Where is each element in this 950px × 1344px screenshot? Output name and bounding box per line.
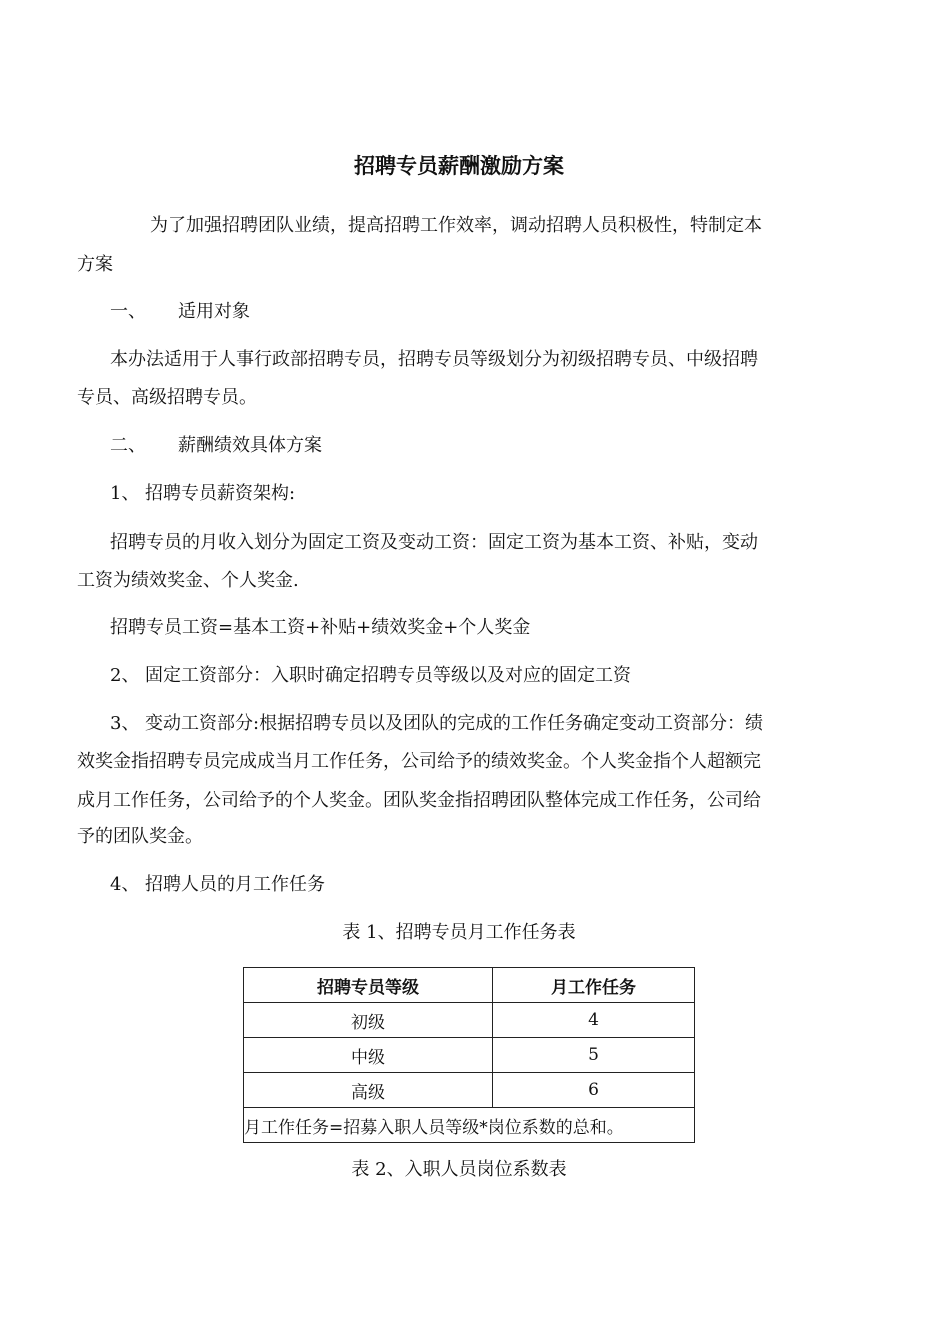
table-header-task: 月工作任务 [493, 968, 695, 1003]
item-3-line-4: 予的团队奖金。 [77, 826, 203, 847]
section-1-body-line-1: 本办法适用于人事行政部招聘专员，招聘专员等级划分为初级招聘专员、中级招聘 [110, 349, 758, 370]
section-1-heading: 适用对象 [178, 301, 250, 322]
table-header-level: 招聘专员等级 [244, 968, 493, 1003]
salary-formula: 招聘专员工资=基本工资+补贴+绩效奖金+个人奖金 [110, 617, 531, 638]
item-1-number: 1、 [110, 483, 140, 504]
table-cell-task: 6 [493, 1073, 695, 1108]
table-row [244, 1038, 695, 1073]
intro-line-1: 为了加强招聘团队业绩，提高招聘工作效率，调动招聘人员积极性，特制定本 [150, 215, 762, 236]
section-2-heading: 薪酬绩效具体方案 [178, 435, 322, 456]
table-cell-task: 5 [493, 1038, 695, 1073]
item-4-number: 4、 [110, 874, 140, 895]
table-header-row [244, 968, 695, 1003]
task-table [243, 967, 695, 1143]
item-3-number: 3、 [110, 713, 140, 734]
item-1-text: 招聘专员薪资架构: [145, 483, 296, 504]
intro-line-2: 方案 [77, 254, 113, 275]
table-2-caption: 表 2、入职人员岗位系数表 [351, 1159, 567, 1180]
table-1-caption: 表 1、招聘专员月工作任务表 [342, 922, 576, 943]
table-row [244, 1003, 695, 1038]
item-4-text: 招聘人员的月工作任务 [145, 874, 325, 895]
item-3-line-2: 效奖金指招聘专员完成成当月工作任务，公司给予的绩效奖金。个人奖金指个人超额完 [77, 751, 761, 772]
page-title: 招聘专员薪酬激励方案 [354, 154, 564, 178]
table-cell-level: 高级 [244, 1073, 493, 1108]
item-3-line-1: 变动工资部分:根据招聘专员以及团队的完成的工作任务确定变动工资部分：绩 [145, 713, 764, 734]
section-1-number: 一、 [110, 301, 146, 322]
table-row [244, 1073, 695, 1108]
item-2-text: 固定工资部分：入职时确定招聘专员等级以及对应的固定工资 [145, 665, 631, 686]
table-cell-task: 4 [493, 1003, 695, 1038]
section-2-number: 二、 [110, 435, 146, 456]
section-1-body-line-2: 专员、高级招聘专员。 [77, 387, 257, 408]
table-note: 月工作任务=招募入职人员等级*岗位系数的总和。 [244, 1108, 695, 1143]
item-2-number: 2、 [110, 665, 140, 686]
table-note-row [244, 1108, 695, 1143]
item-1-body-line-1: 招聘专员的月收入划分为固定工资及变动工资：固定工资为基本工资、补贴，变动 [110, 532, 758, 553]
table-cell-level: 初级 [244, 1003, 493, 1038]
table-cell-level: 中级 [244, 1038, 493, 1073]
item-3-line-3: 成月工作任务，公司给予的个人奖金。团队奖金指招聘团队整体完成工作任务，公司给 [77, 790, 761, 811]
item-1-body-line-2: 工资为绩效奖金、个人奖金. [77, 570, 299, 591]
